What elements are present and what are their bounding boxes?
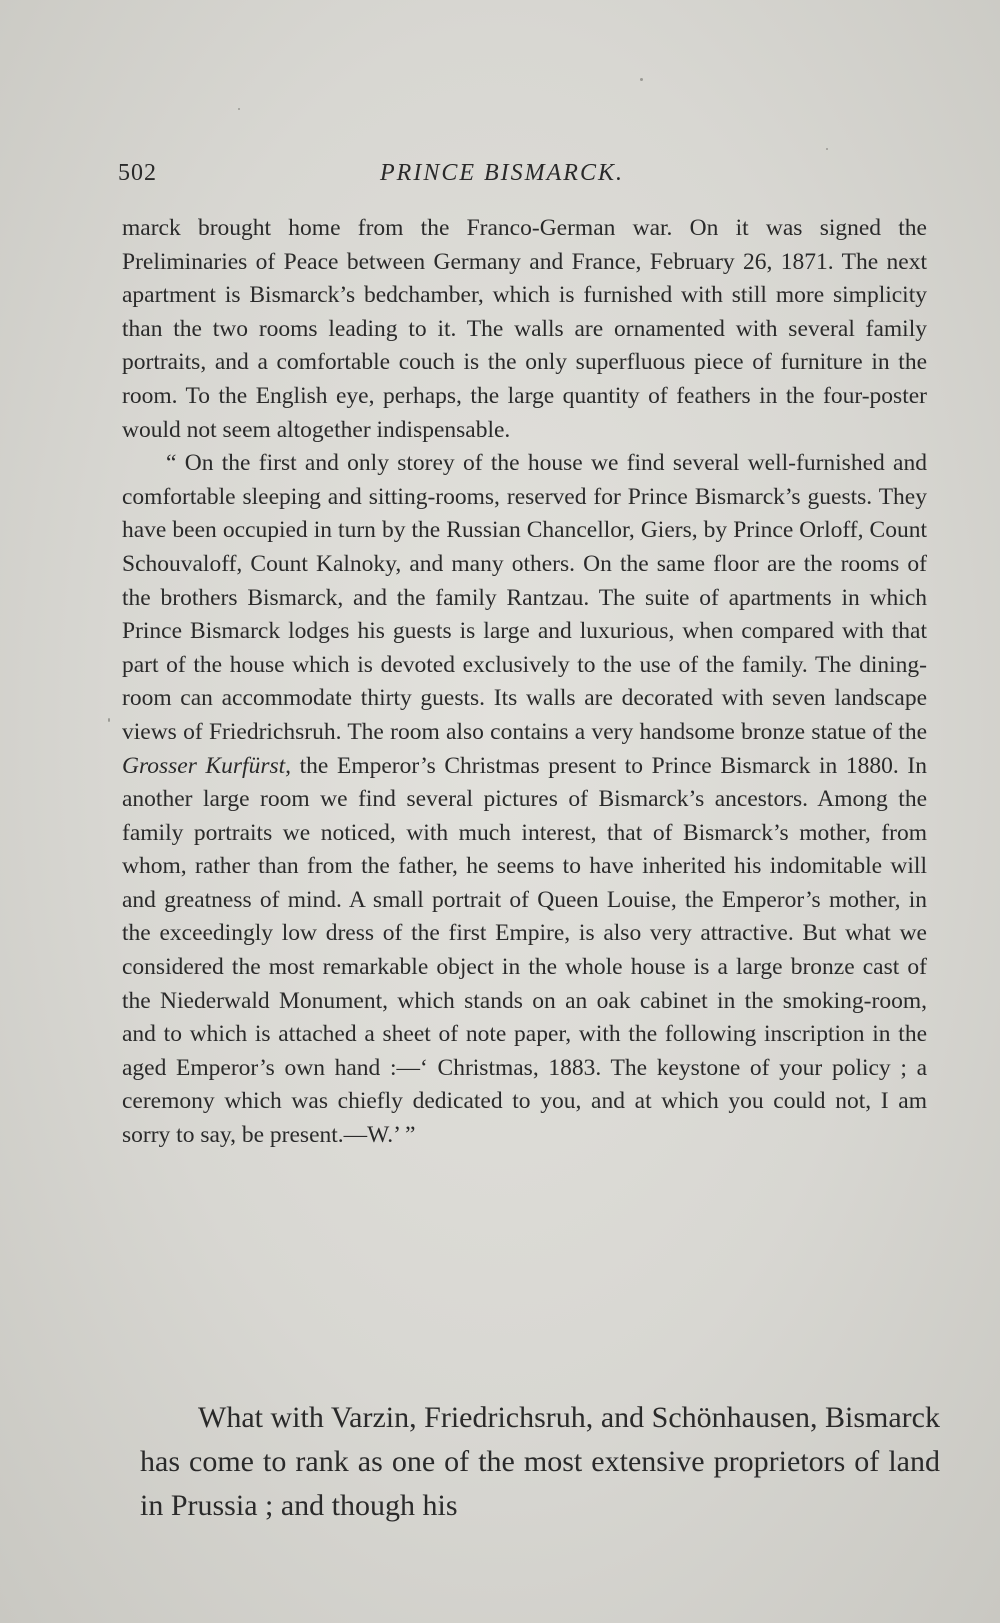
paper-speck — [640, 78, 643, 81]
quoted-text-block — [122, 212, 927, 1153]
paragraph-2 — [122, 447, 927, 1152]
paragraph-2-text-b: the Emperor’s Christmas present to Prince Bismarck in 1880. In another large room we find several pictures of Bismarck’s ancestors. Among the family portraits we noticed, with much interest, that of Bismarck’s mother, from whom, rather than from the father, he seems to have inherited his indomitable will and greatness of mind. A small portrait of Queen Louise, the Emperor’s mother, in the exceedingly low dress of the first Empire, is also very attractive. But what we considered the most remarkable object in the whole house is a large bronze cast of the Niederwald Monument, which stands on an oak cabinet in the smoking-room, and to which is attached a sheet of note paper, with the following inscription in the aged Emperor’s own hand :—‘ Christmas, 1883. The keystone of your policy ; a ceremony which was chiefly dedicated to you, and at which you could not, I am sorry to say, be present.—W.’ ” — [122, 752, 928, 1149]
paragraph-2-italic: Grosser Kurfürst, — [122, 752, 292, 779]
page-number: 502 — [118, 160, 157, 186]
paragraph-1 — [122, 212, 927, 447]
paper-speck — [238, 108, 240, 110]
running-head — [118, 160, 908, 200]
paragraph-2-text-a: “ On the first and only storey of the house we find several well-furnished and comfortable sleeping and sitting-rooms, reserved for Prince Bismarck’s guests. They have been occupied in turn by the Russian Chancellor, Giers, by Prince Orloff, Count Schouvaloff, Count Kalnoky, and many others. On the same floor are the rooms of the brothers Bismarck, and the family Rantzau. The suite of apartments in which Prince Bismarck lodges his guests is large and luxurious, when compared with that part of the house which is devoted exclusively to the use of the family. The dining-room can accommodate thirty guests. Its walls are decorated with seven landscape views of Friedrichsruh. The room also contains a very handsome bronze statue of the — [122, 450, 927, 745]
running-title: PRINCE BISMARCK. — [380, 160, 624, 186]
paper-speck — [108, 718, 110, 722]
paragraph-1-text: marck brought home from the Franco-German war. On it was signed the Preliminaries of Peace between Germany and France, February 26, 1871. The next apartment is Bismarck’s bedchamber, which is furnished with still more simplicity than the two rooms leading to it. The walls are ornamented with several family portraits, and a comfortable couch is the only superfluous piece of furniture in the room. To the English eye, perhaps, the large quantity of feathers in the four-poster would not seem altogether indispensable. — [122, 215, 927, 443]
next-section-paragraph: What with Varzin, Friedrichsruh, and Schönhausen, Bismarck has come to rank as one of the most extensive proprietors of land in Prussia ; and though his — [140, 1401, 940, 1522]
paper-speck — [826, 148, 828, 150]
